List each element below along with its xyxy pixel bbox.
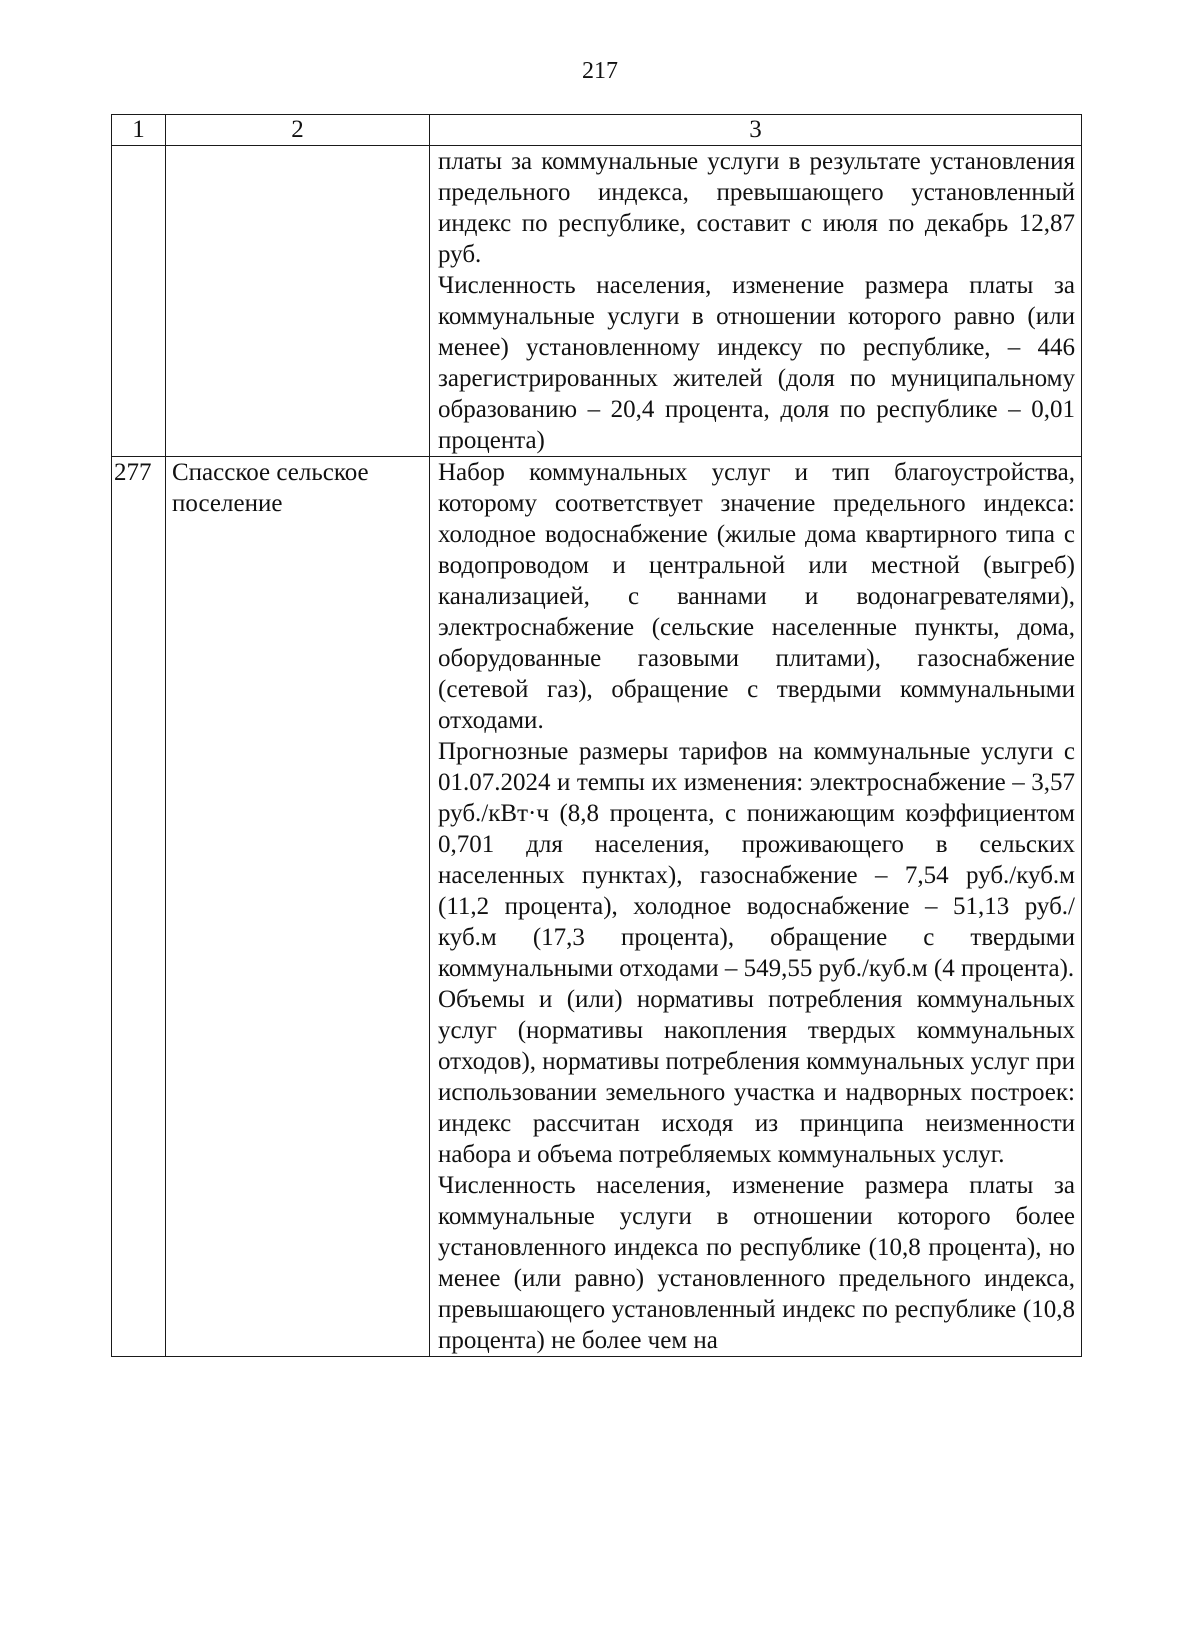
settlement-name-cell: Спасское сельское поселение — [166, 457, 430, 1357]
description-paragraph: Численность населения, изменение размера платы за коммунальные услуги в отношении которого равно (или менее) установленному индексу по республике, – 446 зарегистрированных жителей (доля по муниципальному образованию – 20,4 процента, доля по республике – 0,01 процента) — [438, 272, 1075, 454]
description-paragraph: Прогнозные размеры тарифов на коммунальные услуги с 01.07.2024 и темпы их изменения: электроснабжение – 3,57 руб./кВт·ч (8,8 процента, с понижающим коэффициентом 0,701 для населения, проживающего в сельских населенных пунктах), газоснабжение – 7,54 руб./куб.м (11,2 процента), холодное водоснабжение – 51,13 руб./куб.м (17,3 процента), обращение с твердыми коммунальными отходами – 549,55 руб./куб.м (4 процента). — [438, 738, 1075, 982]
table-row-continuation — [112, 146, 1082, 457]
description-paragraph: Численность населения, изменение размера платы за коммунальные услуги в отношении которого более установленного индекса по республике (10,8 процента), но менее (или равно) установленного предельного индекса, превышающего установленный индекс по республике (10,8 процента) не более чем на — [438, 1172, 1075, 1354]
description-paragraph: Объемы и (или) нормативы потребления коммунальных услуг (нормативы накопления твердых коммунальных отходов), нормативы потребления коммунальных услуг при использовании земельного участка и надворных построек: индекс рассчитан исходя из принципа неизменности набора и объема потребляемых коммунальных услуг. — [438, 986, 1075, 1168]
header-cell-2: 2 — [166, 115, 430, 146]
page-number: 217 — [582, 58, 618, 84]
description-paragraph: платы за коммунальные услуги в результате установления предельного индекса, превышающего установленный индекс по республике, составит с июля по декабрь 12,87 руб. — [438, 148, 1075, 268]
description-cell — [430, 457, 1082, 1357]
header-cell-1: 1 — [112, 115, 166, 146]
settlement-name-cell — [166, 146, 430, 457]
description-paragraph: Набор коммунальных услуг и тип благоустройства, которому соответствует значение предельного индекса: холодное водоснабжение (жилые дома квартирного типа с водопроводом и центральной или местной (выгреб) канализацией, с ваннами и водонагревателями), электроснабжение (сельские населенные пункты, дома, оборудованные газовыми плитами), газоснабжение (сетевой газ), обращение с твердыми коммунальными отходами. — [438, 459, 1075, 734]
table-header-row — [112, 115, 1082, 146]
description-cell — [430, 146, 1082, 457]
row-number-cell: 277 — [112, 457, 166, 1357]
table-row-277 — [112, 457, 1082, 1357]
document-table — [111, 114, 1082, 1357]
header-cell-3: 3 — [430, 115, 1082, 146]
row-number-cell — [112, 146, 166, 457]
